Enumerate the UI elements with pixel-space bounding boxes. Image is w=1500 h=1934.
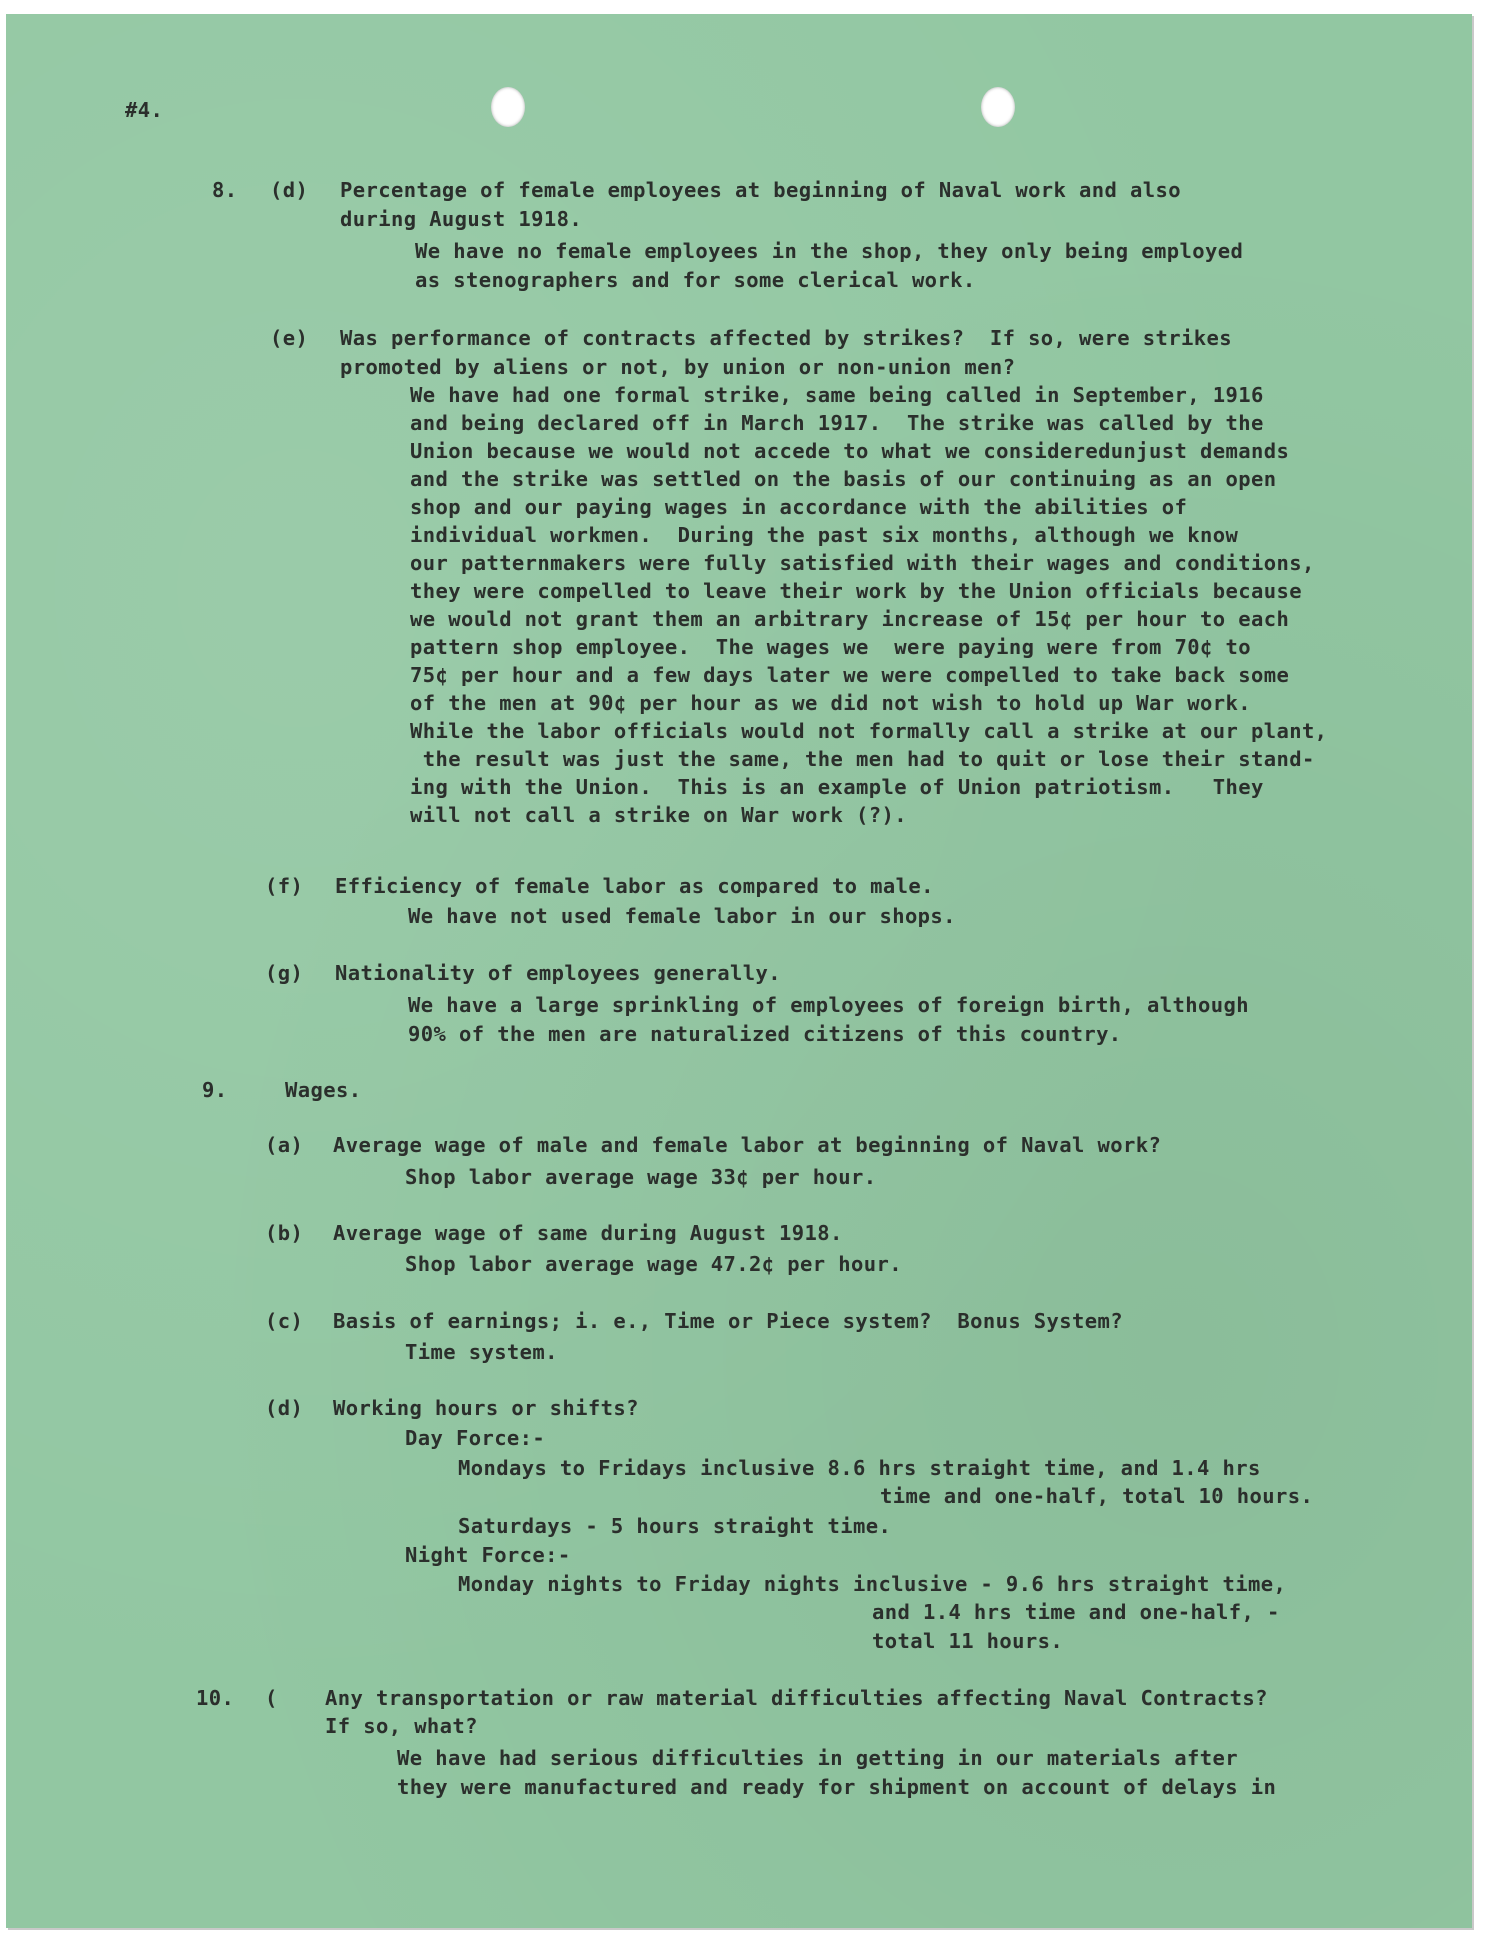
item-8d-question: Percentage of female employees at beginning of Naval work and also [340,178,1181,202]
item-10-question: If so, what? [325,1714,478,1738]
section-10-number: 10. [196,1686,235,1710]
day-force-weekday-hours: Mondays to Fridays inclusive 8.6 hrs straight time, and 1.4 hrs [458,1456,1261,1480]
item-8f-answer: We have not used female labor in our shops. [408,904,956,928]
item-9c-answer: Time system. [405,1340,558,1364]
item-8e-answer: the result was just the same, the men had to quit or lose their stand- [410,747,1315,771]
night-force-hours-total: total 11 hours. [872,1629,1064,1653]
item-8e-question: promoted by aliens or not, by union or non-union men? [340,355,1016,379]
item-8e-answer: ing with the Union. This is an example of Union patriotism. They [410,775,1264,799]
item-8d-label: (d) [270,178,309,202]
item-8g-question: Nationality of employees generally. [335,961,781,985]
item-9b-label: (b) [265,1221,304,1245]
item-10-answer: they were manufactured and ready for shipment on account of delays in [397,1775,1277,1799]
section-9-number: 9. [202,1078,228,1102]
item-8f-label: (f) [265,874,304,898]
item-8e-answer: individual workmen. During the past six months, although we know [410,523,1239,547]
item-9b-answer: Shop labor average wage 47.2¢ per hour. [405,1252,902,1276]
item-8e-answer: shop and our paying wages in accordance with the abilities of [410,495,1188,519]
item-8e-answer: they were compelled to leave their work by the Union officials because [410,579,1302,603]
item-9a-label: (a) [265,1133,304,1157]
item-10-question: Any transportation or raw material difficulties affecting Naval Contracts? [325,1686,1268,1710]
item-8g-answer: We have a large sprinkling of employees of foreign birth, although [408,993,1249,1017]
item-8e-answer: of the men at 90¢ per hour as we did not wish to hold up War work. [410,691,1251,715]
item-9c-label: (c) [265,1309,304,1333]
item-10-answer: We have had serious difficulties in getting in our materials after [397,1746,1238,1770]
item-8e-answer: While the labor officials would not formally call a strike at our plant, [410,719,1328,743]
item-8e-answer: will not call a strike on War work (?). [410,803,907,827]
section-8-number: 8. [212,178,238,202]
section-9-title: Wages. [285,1078,362,1102]
punch-hole-left [491,87,525,127]
night-force-hours-cont: and 1.4 hrs time and one-half, - [872,1600,1280,1624]
item-9d-question: Working hours or shifts? [333,1396,639,1420]
item-8e-answer: pattern shop employee. The wages we were paying were from 70¢ to [410,635,1251,659]
item-8d-answer: We have no female employees in the shop, they only being employed [415,239,1244,263]
item-8e-answer: Union because we would not accede to what we consideredunjust demands [410,439,1290,463]
day-force-weekday-hours-cont: time and one-half, total 10 hours. [880,1484,1314,1508]
item-8e-answer: We have had one formal strike, same being called in September, 1916 [410,383,1264,407]
item-8e-answer: our patternmakers were fully satisfied with their wages and conditions, [410,551,1315,575]
night-force-heading: Night Force:- [405,1543,571,1567]
day-force-heading: Day Force:- [405,1426,546,1450]
item-8g-answer: 90% of the men are naturalized citizens of this country. [408,1022,1122,1046]
item-8e-answer: 75¢ per hour and a few days later we were compelled to take back some [410,663,1290,687]
item-8e-answer: and the strike was settled on the basis of our continuing as an open [410,467,1277,491]
item-8f-question: Efficiency of female labor as compared to male. [335,874,934,898]
item-9a-answer: Shop labor average wage 33¢ per hour. [405,1165,877,1189]
item-9d-label: (d) [265,1396,304,1420]
day-force-saturday-hours: Saturdays - 5 hours straight time. [458,1514,892,1538]
item-8e-question: Was performance of contracts affected by strikes? If so, were strikes [340,326,1232,350]
item-9b-question: Average wage of same during August 1918. [333,1221,843,1245]
item-8e-label: (e) [270,326,309,350]
item-10-label: ( [265,1686,278,1710]
night-force-hours: Monday nights to Friday nights inclusive - 9.6 hrs straight time, [458,1572,1287,1596]
item-8d-answer: as stenographers and for some clerical work. [415,268,976,292]
item-8d-question: during August 1918. [340,207,583,231]
punch-hole-right [981,87,1015,127]
item-8g-label: (g) [265,961,304,985]
item-8e-answer: and being declared off in March 1917. The strike was called by the [410,411,1264,435]
item-9c-question: Basis of earnings; i. e., Time or Piece system? Bonus System? [333,1309,1124,1333]
item-8e-answer: we would not grant them an arbitrary increase of 15¢ per hour to each [410,607,1290,631]
item-9a-question: Average wage of male and female labor at beginning of Naval work? [333,1133,1162,1157]
page-number: #4. [125,98,164,122]
